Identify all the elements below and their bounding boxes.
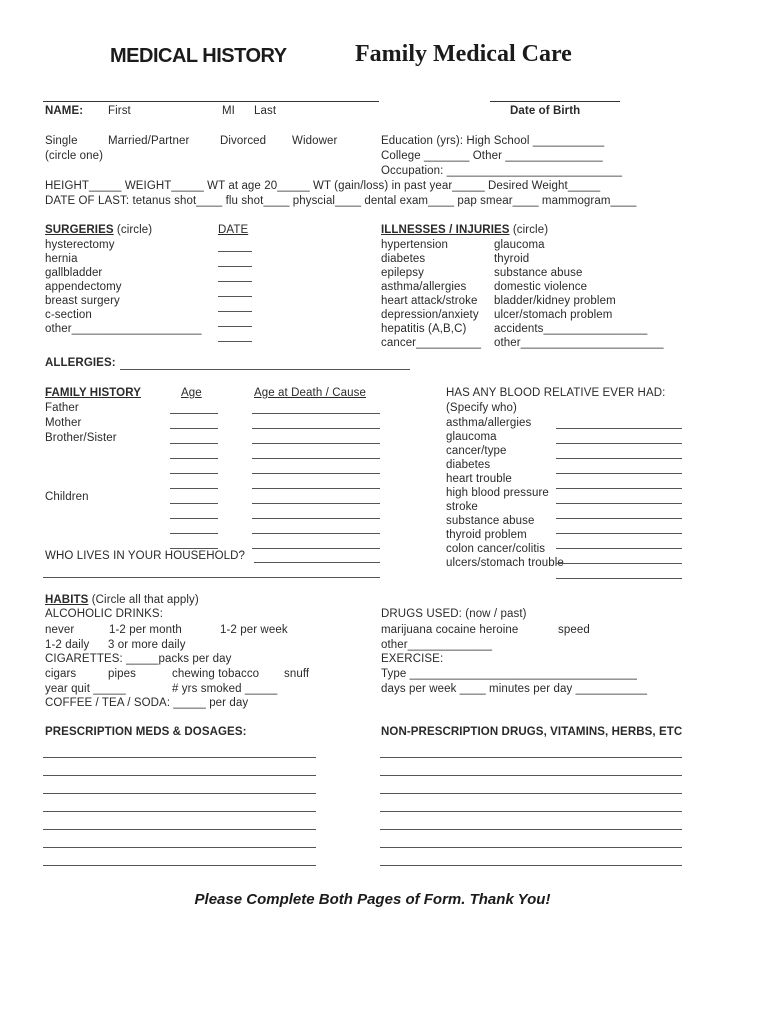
illness-item[interactable]: heart attack/stroke	[381, 295, 478, 307]
illnesses-heading: ILLNESSES / INJURIES (circle)	[381, 224, 549, 236]
illness-item[interactable]: domestic violence	[494, 281, 588, 293]
blood-condition: substance abuse	[446, 515, 535, 527]
alcohol-per-month[interactable]: 1-2 per month	[109, 624, 182, 636]
surgery-date-line[interactable]	[218, 311, 252, 312]
allergies-line[interactable]	[120, 369, 410, 370]
relative-line[interactable]	[556, 533, 682, 534]
age-line[interactable]	[170, 443, 218, 444]
tobacco-chewing[interactable]: chewing tobacco	[172, 668, 260, 680]
illness-item[interactable]: other______________________	[494, 337, 664, 349]
college-other-field[interactable]: College _______ Other _______________	[381, 150, 603, 162]
habits-heading: HABITS (Circle all that apply)	[45, 594, 199, 606]
age-line[interactable]	[170, 503, 218, 504]
surgery-item[interactable]: hernia	[45, 253, 78, 265]
illness-item[interactable]: epilepsy	[381, 267, 424, 279]
relative-line[interactable]	[556, 548, 682, 549]
cause-line[interactable]	[252, 533, 380, 534]
relative-line[interactable]	[556, 473, 682, 474]
surgery-date-line[interactable]	[218, 266, 252, 267]
tobacco-cigars[interactable]: cigars	[45, 668, 77, 680]
dob-line[interactable]	[490, 101, 620, 102]
marital-divorced[interactable]: Divorced	[220, 135, 267, 147]
drug-other-field[interactable]: other_____________	[381, 639, 493, 651]
alcohol-daily[interactable]: 1-2 daily	[45, 639, 90, 651]
exercise-days-field[interactable]: days per week ____ minutes per day ___________	[381, 683, 648, 695]
illness-item[interactable]: ulcer/stomach problem	[494, 309, 613, 321]
prescription-line[interactable]	[43, 865, 316, 866]
illness-item[interactable]: asthma/allergies	[381, 281, 467, 293]
first-name-label: First	[108, 105, 131, 117]
father-label: Father	[45, 402, 79, 414]
prescription-line[interactable]	[43, 757, 316, 758]
non-prescription-line[interactable]	[380, 775, 682, 776]
age-line[interactable]	[170, 533, 218, 534]
brother-sister-label: Brother/Sister	[45, 432, 117, 444]
drug-list[interactable]: marijuana cocaine heroine	[381, 624, 519, 636]
relative-line[interactable]	[556, 563, 682, 564]
non-prescription-line[interactable]	[380, 847, 682, 848]
illness-item[interactable]: bladder/kidney problem	[494, 295, 616, 307]
exercise-label: EXERCISE:	[381, 653, 444, 665]
last-name-label: Last	[254, 105, 277, 117]
illness-item[interactable]: accidents________________	[494, 323, 648, 335]
relative-line[interactable]	[556, 458, 682, 459]
relative-line[interactable]	[556, 578, 682, 579]
surgery-date-line[interactable]	[218, 326, 252, 327]
blood-condition: colon cancer/colitis	[446, 543, 546, 555]
prescription-line[interactable]	[43, 829, 316, 830]
coffee-field[interactable]: COFFEE / TEA / SODA: _____ per day	[45, 697, 249, 709]
date-of-last-row[interactable]: DATE OF LAST: tetanus shot____ flu shot____ physcial____ dental exam____ pap smear____ mammogram____	[45, 195, 637, 207]
illness-item[interactable]: substance abuse	[494, 267, 583, 279]
prescription-heading: PRESCRIPTION MEDS & DOSAGES:	[45, 726, 247, 738]
prescription-line[interactable]	[43, 847, 316, 848]
alcohol-never[interactable]: never	[45, 624, 75, 636]
illness-item[interactable]: hepatitis (A,B,C)	[381, 323, 467, 335]
surgery-item[interactable]: appendectomy	[45, 281, 122, 293]
alcohol-per-week[interactable]: 1-2 per week	[220, 624, 288, 636]
non-prescription-line[interactable]	[380, 793, 682, 794]
illnesses-col2	[494, 238, 664, 350]
blood-condition: glaucoma	[446, 431, 497, 443]
relative-line[interactable]	[556, 503, 682, 504]
cause-line[interactable]	[252, 518, 380, 519]
prescription-line[interactable]	[43, 811, 316, 812]
drugs-heading: DRUGS USED: (now / past)	[381, 608, 527, 620]
age-line[interactable]	[170, 518, 218, 519]
surgery-item[interactable]: other____________________	[45, 323, 202, 335]
cause-line[interactable]	[252, 473, 380, 474]
specify-who-note: (Specify who)	[446, 402, 517, 414]
footer-note: Please Complete Both Pages of Form. Thank You!	[194, 891, 551, 908]
age-line[interactable]	[170, 428, 218, 429]
surgeries-list	[45, 238, 202, 336]
surgery-date-line[interactable]	[218, 296, 252, 297]
illness-item[interactable]: hypertension	[381, 239, 449, 251]
family-history-heading: FAMILY HISTORY	[45, 387, 141, 399]
surgery-date-line[interactable]	[218, 251, 252, 252]
tobacco-snuff[interactable]: snuff	[284, 668, 310, 680]
exercise-type-field[interactable]: Type ___________________________________	[381, 668, 637, 680]
non-prescription-heading: NON-PRESCRIPTION DRUGS, VITAMINS, HERBS, ETC	[381, 726, 683, 738]
non-prescription-line[interactable]	[380, 829, 682, 830]
cause-line[interactable]	[252, 488, 380, 489]
relative-line[interactable]	[556, 428, 682, 429]
allergies-label: ALLERGIES:	[45, 357, 116, 369]
blood-relative-list	[446, 416, 564, 570]
illness-item[interactable]: diabetes	[381, 253, 426, 265]
illnesses-col1	[381, 238, 481, 350]
age-heading: Age	[181, 387, 202, 399]
mi-label: MI	[222, 105, 235, 117]
name-line[interactable]	[43, 101, 379, 102]
clinic-name: Family Medical Care	[355, 41, 572, 67]
age-line[interactable]	[170, 473, 218, 474]
marital-single[interactable]: Single	[45, 135, 78, 147]
blood-condition: diabetes	[446, 459, 491, 471]
illness-item[interactable]: cancer__________	[381, 337, 482, 349]
marital-widower[interactable]: Widower	[292, 135, 338, 147]
household-label: WHO LIVES IN YOUR HOUSEHOLD?	[45, 550, 246, 562]
cause-line[interactable]	[252, 428, 380, 429]
blood-relative-heading: HAS ANY BLOOD RELATIVE EVER HAD:	[446, 387, 666, 399]
surgery-item[interactable]: c-section	[45, 309, 92, 321]
illness-item[interactable]: thyroid	[494, 253, 530, 265]
non-prescription-line[interactable]	[380, 865, 682, 866]
cause-line[interactable]	[252, 458, 380, 459]
prescription-line[interactable]	[43, 793, 316, 794]
surgeries-heading: SURGERIES (circle)	[45, 224, 153, 236]
surgery-item[interactable]: hysterectomy	[45, 239, 115, 251]
surgery-date-line[interactable]	[218, 281, 252, 282]
name-label: NAME:	[45, 105, 84, 117]
form-title: MEDICAL HISTORY	[110, 45, 287, 67]
blood-condition: cancer/type	[446, 445, 507, 457]
education-field[interactable]: Education (yrs): High School ___________	[381, 135, 605, 147]
age-death-heading: Age at Death / Cause	[254, 387, 366, 399]
blood-condition: high blood pressure	[446, 487, 549, 499]
year-quit-field[interactable]: year quit _____	[45, 683, 126, 695]
years-smoked-field[interactable]: # yrs smoked _____	[172, 683, 278, 695]
alcohol-more-daily[interactable]: 3 or more daily	[108, 639, 186, 651]
blood-condition: thyroid problem	[446, 529, 527, 541]
cause-line[interactable]	[252, 413, 380, 414]
household-line[interactable]	[254, 562, 380, 563]
relative-line[interactable]	[556, 488, 682, 489]
blood-condition: heart trouble	[446, 473, 512, 485]
illness-item[interactable]: glaucoma	[494, 239, 545, 251]
occupation-field[interactable]: Occupation: ___________________________	[381, 165, 623, 177]
marital-married[interactable]: Married/Partner	[108, 135, 190, 147]
cause-line[interactable]	[252, 503, 380, 504]
height-weight-row[interactable]: HEIGHT_____ WEIGHT_____ WT at age 20_____ WT (gain/loss) in past year_____ Desired Weight_____	[45, 180, 601, 192]
blood-condition: stroke	[446, 501, 478, 513]
alcoholic-drinks-label: ALCOHOLIC DRINKS:	[45, 608, 164, 620]
cigarettes-field[interactable]: CIGARETTES: _____packs per day	[45, 653, 232, 665]
household-line-2[interactable]	[43, 577, 380, 578]
surgery-date-line[interactable]	[218, 341, 252, 342]
mother-label: Mother	[45, 417, 82, 429]
drug-speed[interactable]: speed	[558, 624, 590, 636]
age-line[interactable]	[170, 488, 218, 489]
age-line[interactable]	[170, 458, 218, 459]
non-prescription-line[interactable]	[380, 757, 682, 758]
blood-condition: asthma/allergies	[446, 417, 532, 429]
tobacco-pipes[interactable]: pipes	[108, 668, 136, 680]
surgery-item[interactable]: gallbladder	[45, 267, 103, 279]
cause-line[interactable]	[252, 443, 380, 444]
surgery-date-heading: DATE	[218, 224, 249, 236]
non-prescription-line[interactable]	[380, 811, 682, 812]
illness-item[interactable]: depression/anxiety	[381, 309, 479, 321]
cause-line[interactable]	[252, 548, 380, 549]
marital-circle-note: (circle one)	[45, 150, 104, 162]
relative-line[interactable]	[556, 443, 682, 444]
relative-line[interactable]	[556, 518, 682, 519]
children-label: Children	[45, 491, 89, 503]
blood-condition: ulcers/stomach trouble	[446, 557, 564, 569]
dob-label: Date of Birth	[510, 105, 581, 117]
age-line[interactable]	[170, 413, 218, 414]
surgery-item[interactable]: breast surgery	[45, 295, 120, 307]
prescription-line[interactable]	[43, 775, 316, 776]
